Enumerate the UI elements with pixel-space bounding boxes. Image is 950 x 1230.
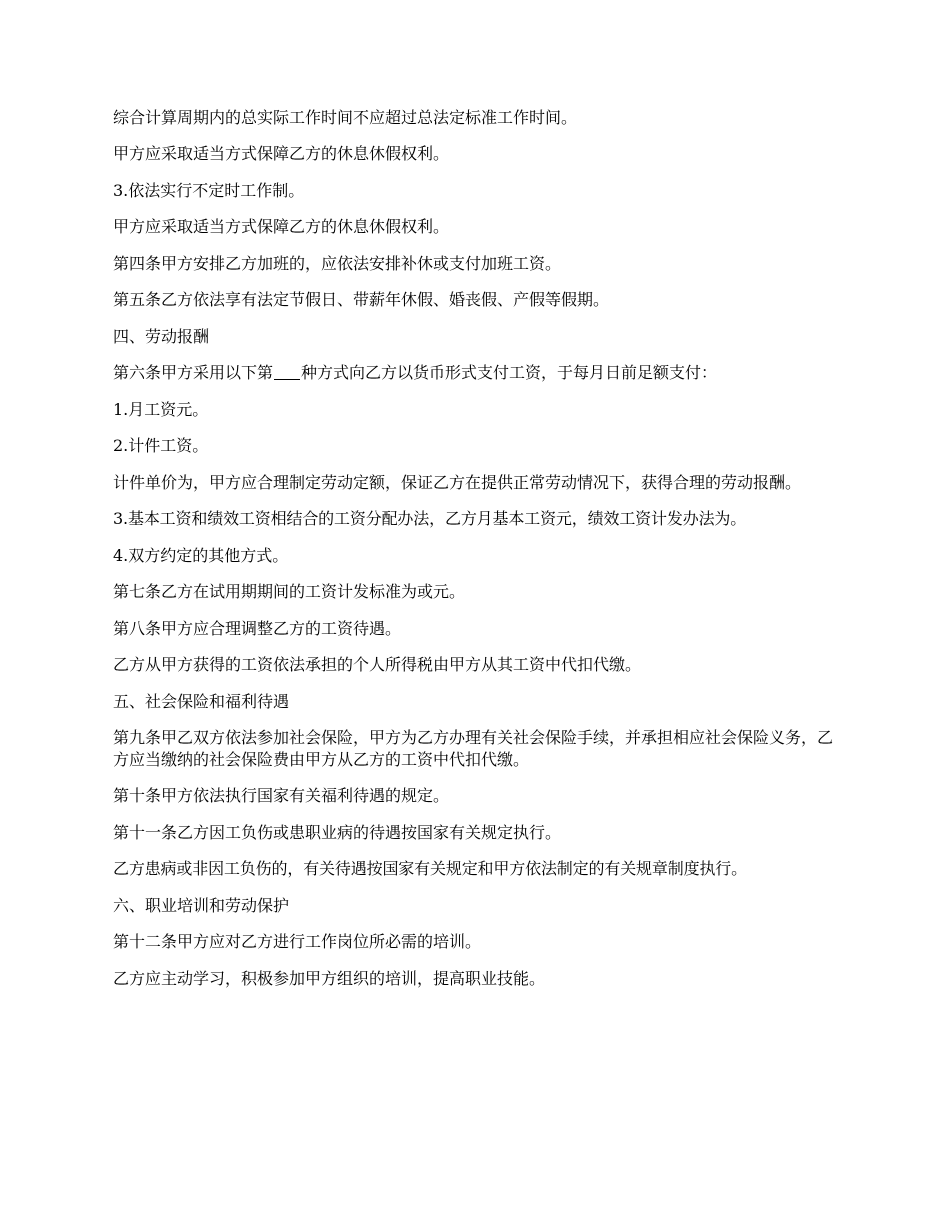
fill-in-blank <box>274 363 300 380</box>
paragraph-21: 乙方患病或非因工负伤的，有关待遇按国家有关规定和甲方依法制定的有关规章制度执行。 <box>113 859 748 879</box>
paragraph-24: 乙方应主动学习，积极参加甲方组织的培训，提高职业技能。 <box>113 968 546 988</box>
section-heading-6: 六、职业培训和劳动保护 <box>113 895 290 915</box>
paragraph-14: 第七条乙方在试用期期间的工资计发标准为或元。 <box>113 582 466 602</box>
paragraph-8-prefix: 第六条甲方采用以下第 <box>113 363 274 383</box>
paragraph-19: 第十条甲方依法执行国家有关福利待遇的规定。 <box>113 786 450 806</box>
paragraph-10: 2.计件工资。 <box>113 436 209 456</box>
paragraph-15: 第八条甲方应合理调整乙方的工资待遇。 <box>113 618 402 638</box>
paragraph-4: 甲方应采取适当方式保障乙方的休息休假权利。 <box>113 217 450 237</box>
paragraph-11: 计件单价为，甲方应合理制定劳动定额，保证乙方在提供正常劳动情况下，获得合理的劳动报酬。 <box>113 472 802 492</box>
section-heading-5: 五、社会保险和福利待遇 <box>113 691 290 711</box>
document-body <box>113 107 843 1004</box>
paragraph-8-suffix: 种方式向乙方以货币形式支付工资，于每月日前足额支付： <box>301 363 718 383</box>
paragraph-3: 3.依法实行不定时工作制。 <box>113 180 305 200</box>
paragraph-20: 第十一条乙方因工负伤或患职业病的待遇按国家有关规定执行。 <box>113 822 562 842</box>
paragraph-23: 第十二条甲方应对乙方进行工作岗位所必需的培训。 <box>113 932 482 952</box>
paragraph-13: 4.双方约定的其他方式。 <box>113 545 289 565</box>
section-heading-4: 四、劳动报酬 <box>113 326 210 346</box>
paragraph-6: 第五条乙方依法享有法定节假日、带薪年休假、婚丧假、产假等假期。 <box>113 290 610 310</box>
paragraph-18: 第九条甲乙双方依法参加社会保险，甲方为乙方办理有关社会保险手续，并承担相应社会保险义务，乙方应当缴纳的社会保险费由甲方从乙方的工资中代扣代缴。 <box>113 728 834 769</box>
paragraph-2: 甲方应采取适当方式保障乙方的休息休假权利。 <box>113 144 450 164</box>
paragraph-8 <box>113 362 843 384</box>
paragraph-9: 1.月工资元。 <box>113 399 209 419</box>
paragraph-5: 第四条甲方安排乙方加班的，应依法安排补休或支付加班工资。 <box>113 253 562 273</box>
paragraph-16: 乙方从甲方获得的工资依法承担的个人所得税由甲方从其工资中代扣代缴。 <box>113 655 642 675</box>
paragraph-12: 3.基本工资和绩效工资相结合的工资分配办法，乙方月基本工资元，绩效工资计发办法为。 <box>113 509 747 529</box>
paragraph-1: 综合计算周期内的总实际工作时间不应超过总法定标准工作时间。 <box>113 108 578 127</box>
